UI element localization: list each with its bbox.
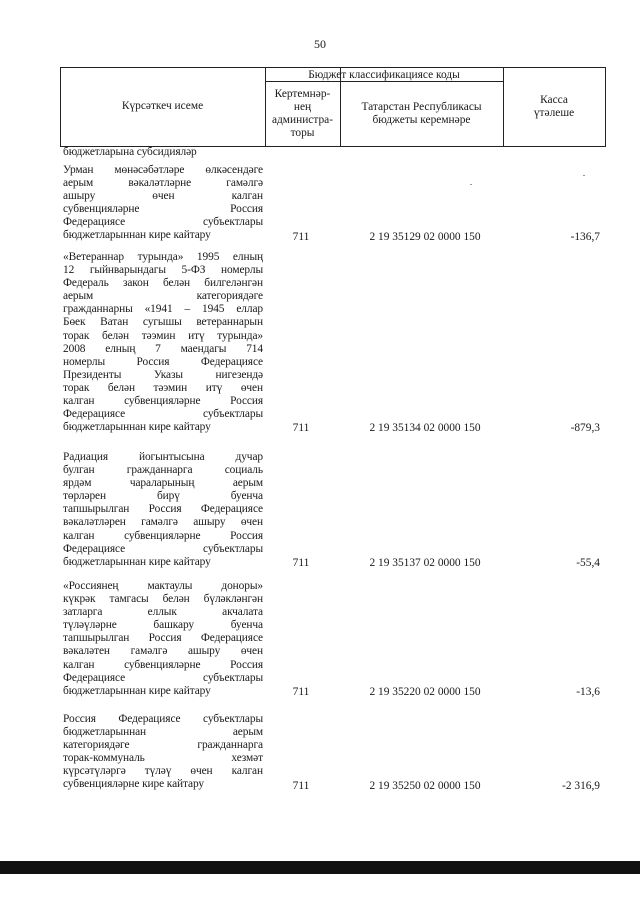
description-line: Федерациясе субъектлары [63, 408, 263, 421]
row-amount: -136,7 [570, 230, 600, 243]
description-line: бюджетларыннан кире кайтару [63, 684, 211, 697]
description-line: тапшырылган Россия Федерациясе [63, 503, 263, 516]
row-amount: -2 316,9 [562, 779, 600, 792]
header-cash-line: үтәлеше [533, 107, 575, 119]
description-line: Федераль закон белән билгеләнгән [63, 277, 263, 290]
description-line: субвенцияләрне Россия [63, 203, 263, 216]
row-description [63, 713, 263, 792]
header-revenue-line: Татарстан Республикасы [361, 100, 482, 113]
page-number: 50 [314, 37, 326, 51]
description-line: бюджетларыннан кире кайтару [63, 421, 211, 434]
description-line: номерлы Россия Федерациясе [63, 355, 263, 368]
description-line: Урман мөнәсәбәтләре өлкәсендәге [63, 164, 263, 176]
scan-speck [470, 184, 472, 185]
description-line: ярдәм чараларының аерым [63, 477, 263, 490]
description-line: категориядәге гражданнарга [63, 739, 263, 752]
description-line: торак-коммуналь хезмәт [63, 752, 263, 765]
description-line: төрләрен бирү буенча [63, 490, 263, 503]
description-line: бюджетларыннан аерым [63, 726, 263, 739]
header-admin-line: нең [293, 100, 312, 113]
row-description [63, 451, 263, 569]
row-revenue-code: 2 19 35250 02 0000 150 [369, 779, 481, 792]
row-admin-code: 711 [292, 422, 310, 435]
description-line: бюджетларыннан кире кайтару [63, 229, 211, 242]
description-line: Радиация йогынтысына дучар [63, 451, 263, 463]
row-revenue-code: 2 19 35129 02 0000 150 [369, 230, 481, 243]
description-line: калган субвенцияләрне Россия [63, 529, 263, 542]
scan-speck [583, 175, 585, 176]
row-revenue-code: 2 19 35220 02 0000 150 [369, 685, 481, 698]
carryover-text: бюджетларына субсидияләр [63, 146, 197, 158]
row-admin-code: 711 [292, 556, 310, 569]
header-admin-line: Кертемнәр- [274, 87, 331, 100]
header-budget-classification: Бюджет классификациясе коды [308, 68, 460, 81]
header-revenue-line: бюджеты керемнәре [372, 114, 471, 126]
header-admin-line: администра- [271, 114, 334, 126]
description-line: 2008 елның 7 маендагы 714 [63, 342, 263, 355]
row-revenue-code: 2 19 35134 02 0000 150 [369, 422, 481, 435]
description-line: «Россиянең мактаулы доноры» [63, 580, 263, 592]
row-admin-code: 711 [292, 230, 310, 243]
description-line: тапшырылган Россия Федерациясе [63, 632, 263, 645]
header-cash-line: Касса [540, 93, 568, 106]
description-line: калган субвенцияләрне Россия [63, 395, 263, 408]
description-line: күрсәтүләргә түләү өчен калган [63, 765, 263, 778]
row-description [63, 164, 263, 243]
description-line: затларга еллык акчалата [63, 606, 263, 619]
description-line: күкрәк тамгасы белән бүләкләнгән [63, 593, 263, 606]
row-admin-code: 711 [292, 685, 310, 698]
description-line: «Ветераннар турында» 1995 елның [63, 251, 263, 263]
header-indicator-name: Күрсәткеч исеме [121, 100, 204, 113]
header-republic-budget-revenues [340, 82, 503, 146]
description-line: Федерациясе субъектлары [63, 216, 263, 229]
description-line: 12 гыйнварындагы 5-ФЗ номерлы [63, 264, 263, 277]
description-line: вәкаләтләрен гамәлгә ашыру өчен [63, 516, 263, 529]
description-line: торак белән тәэмин итү өчен [63, 381, 263, 394]
description-line: вәкаләтен гамәлгә ашыру өчен [63, 645, 263, 658]
description-line: субвенцияләрне кире кайтару [63, 778, 205, 791]
description-line: бюджетларыннан кире кайтару [63, 555, 211, 568]
description-line: ашыру өчен калган [63, 190, 263, 203]
row-revenue-code: 2 19 35137 02 0000 150 [369, 556, 481, 569]
header-revenue-administrator [265, 82, 340, 146]
header-border-right [605, 68, 606, 146]
description-line: Федерациясе субъектлары [63, 542, 263, 555]
description-line: гражданнарны «1941 – 1945 еллар [63, 303, 263, 316]
description-line: торак белән тәэмин итү турында» [63, 329, 263, 342]
table-header [60, 67, 606, 147]
description-line: Президенты Указы нигезендә [63, 368, 263, 381]
row-amount: -55,4 [576, 556, 600, 569]
description-line: Россия Федерациясе субъектлары [63, 713, 263, 725]
row-amount: -13,6 [576, 685, 600, 698]
description-line: аерым вәкаләтләрне гамәлгә [63, 177, 263, 190]
description-line: Федерациясе субъектлары [63, 671, 263, 684]
row-admin-code: 711 [292, 779, 310, 792]
row-description [63, 251, 263, 434]
scan-bottom-edge [0, 861, 640, 874]
header-cash-execution [503, 68, 605, 146]
header-admin-line: торы [290, 127, 315, 140]
description-line: аерым категориядәге [63, 290, 263, 303]
row-amount: -879,3 [570, 422, 600, 435]
description-line: калган субвенцияләрне Россия [63, 658, 263, 671]
description-line: булган гражданнарга социаль [63, 464, 263, 477]
description-line: Бөек Ватан сугышы ветераннарын [63, 316, 263, 329]
row-description [63, 580, 263, 698]
description-line: түләүләрне башкару буенча [63, 619, 263, 632]
